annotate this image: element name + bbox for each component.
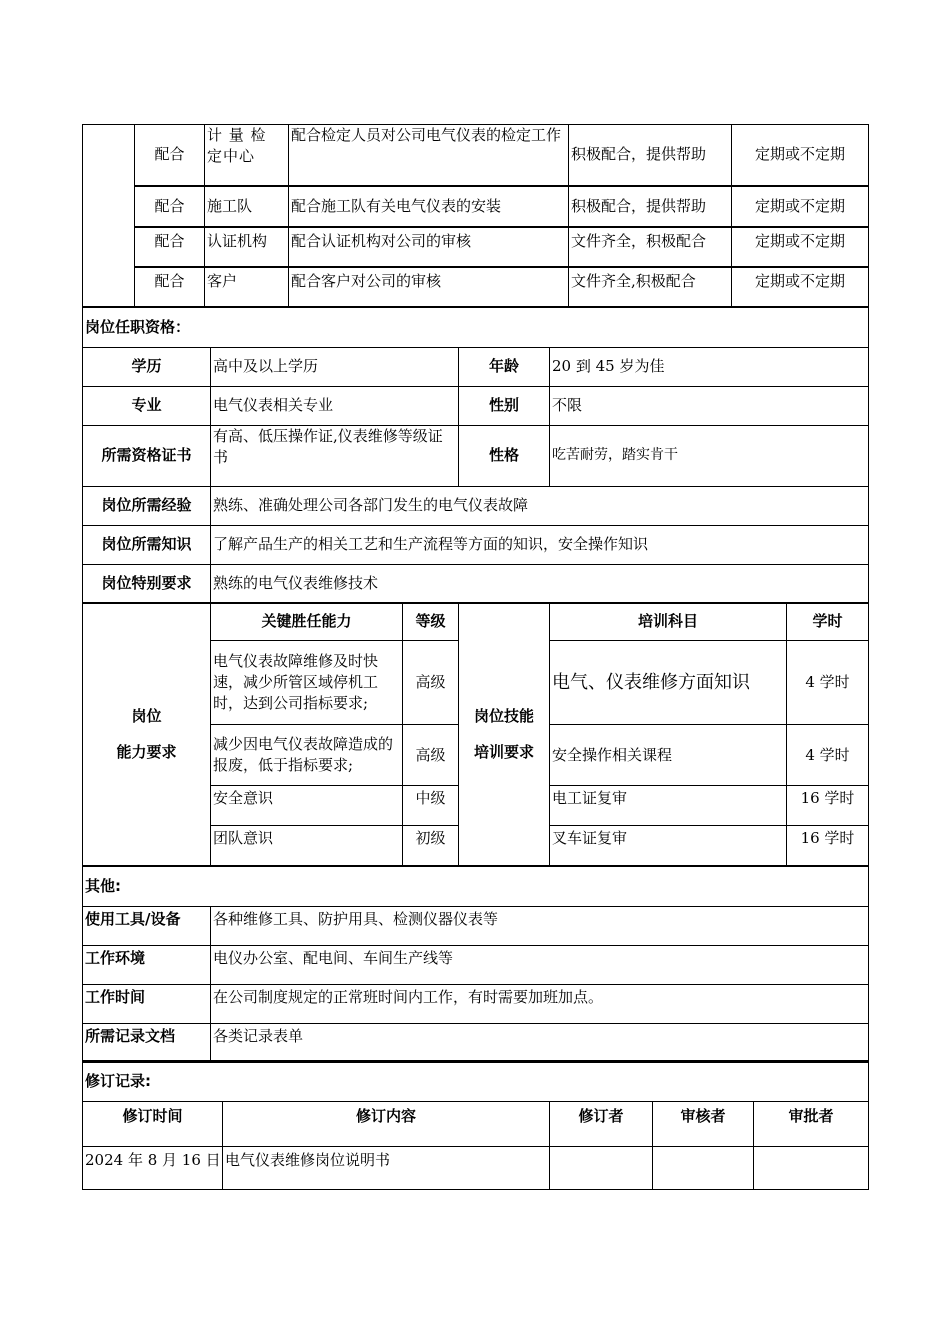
training-subject: 电工证复审 xyxy=(550,786,787,826)
training-label-line2: 培训要求 xyxy=(473,743,534,761)
other-row xyxy=(83,945,869,984)
age-label: 年龄 xyxy=(459,347,550,386)
training-hours: 16 学时 xyxy=(787,826,869,866)
cooperation-row xyxy=(83,267,869,308)
coop-party: 客户 xyxy=(205,267,289,308)
revision-content: 电气仪表维修岗位说明书 xyxy=(223,1146,550,1189)
cert-label: 所需资格证书 xyxy=(83,425,211,486)
coop-type: 配合 xyxy=(135,186,205,227)
ability-level: 中级 xyxy=(403,786,459,826)
personality-label: 性格 xyxy=(459,425,550,486)
coop-requirement: 文件齐全,积极配合 xyxy=(569,267,732,308)
education-label: 学历 xyxy=(83,347,211,386)
other-table xyxy=(82,865,869,1063)
revision-row xyxy=(83,1146,869,1189)
ability-item: 团队意识 xyxy=(211,826,403,866)
time-value: 在公司制度规定的正常班时间内工作，有时需要加班加点。 xyxy=(211,984,869,1023)
ability-label-line2: 能力要求 xyxy=(116,743,177,761)
revision-reviser xyxy=(550,1146,653,1189)
ability-level: 初级 xyxy=(403,826,459,866)
time-label: 工作时间 xyxy=(83,984,211,1023)
coop-type: 配合 xyxy=(135,125,205,186)
coop-content: 配合检定人员对公司电气仪表的检定工作 xyxy=(289,125,569,186)
gender-label: 性别 xyxy=(459,386,550,425)
other-header-row xyxy=(83,866,869,906)
ability-label xyxy=(83,603,211,866)
coop-requirement: 文件齐全，积极配合 xyxy=(569,227,732,267)
cooperation-table xyxy=(82,124,869,308)
education-value: 高中及以上学历 xyxy=(211,347,459,386)
section-title-revision: 修订记录: xyxy=(83,1061,869,1101)
coop-content: 配合认证机构对公司的审核 xyxy=(289,227,569,267)
special-value: 熟练的电气仪表维修技术 xyxy=(211,564,869,603)
training-subject: 电气、仪表维修方面知识 xyxy=(550,641,787,725)
approver-header: 审批者 xyxy=(754,1101,869,1146)
subject-col-header: 培训科目 xyxy=(550,603,787,641)
revision-content-header: 修订内容 xyxy=(223,1101,550,1146)
ability-label-line1: 岗位 xyxy=(131,707,162,725)
training-hours: 16 学时 xyxy=(787,786,869,826)
coop-requirement: 积极配合，提供帮助 xyxy=(569,186,732,227)
revision-header-row xyxy=(83,1061,869,1101)
coop-frequency: 定期或不定期 xyxy=(732,267,869,308)
ability-training-table xyxy=(82,602,869,866)
revision-time-header: 修订时间 xyxy=(83,1101,223,1146)
major-value: 电气仪表相关专业 xyxy=(211,386,459,425)
ability-item: 减少因电气仪表故障造成的报废，低于指标要求; xyxy=(211,725,403,786)
reviewer-header: 审核者 xyxy=(653,1101,754,1146)
ability-level: 高级 xyxy=(403,641,459,725)
knowledge-label: 岗位所需知识 xyxy=(83,525,211,564)
major-label: 专业 xyxy=(83,386,211,425)
coop-party: 施工队 xyxy=(205,186,289,227)
coop-frequency: 定期或不定期 xyxy=(732,186,869,227)
revision-approver xyxy=(754,1146,869,1189)
coop-frequency: 定期或不定期 xyxy=(732,227,869,267)
ability-item: 安全意识 xyxy=(211,786,403,826)
experience-value: 熟练、准确处理公司各部门发生的电气仪表故障 xyxy=(211,486,869,525)
coop-content: 配合施工队有关电气仪表的安装 xyxy=(289,186,569,227)
level-col-header: 等级 xyxy=(403,603,459,641)
coop-frequency: 定期或不定期 xyxy=(732,125,869,186)
coop-party: 认证机构 xyxy=(205,227,289,267)
coop-party: 计 量 检 定中心 xyxy=(205,125,289,186)
docs-value: 各类记录表单 xyxy=(211,1023,869,1062)
training-hours: 4 学时 xyxy=(787,641,869,725)
qualification-row xyxy=(83,486,869,525)
docs-label: 所需记录文档 xyxy=(83,1023,211,1062)
hours-col-header: 学时 xyxy=(787,603,869,641)
revision-reviewer xyxy=(653,1146,754,1189)
personality-value: 吃苦耐劳，踏实肯干 xyxy=(550,425,869,486)
ability-item: 电气仪表故障维修及时快速，减少所管区域停机工时，达到公司指标要求; xyxy=(211,641,403,725)
reviser-header: 修订者 xyxy=(550,1101,653,1146)
training-subject: 叉车证复审 xyxy=(550,826,787,866)
cooperation-row xyxy=(83,125,869,186)
cooperation-row xyxy=(83,227,869,267)
knowledge-value: 了解产品生产的相关工艺和生产流程等方面的知识，安全操作知识 xyxy=(211,525,869,564)
training-hours: 4 学时 xyxy=(787,725,869,786)
experience-label: 岗位所需经验 xyxy=(83,486,211,525)
coop-requirement: 积极配合，提供帮助 xyxy=(569,125,732,186)
age-value: 20 到 45 岁为佳 xyxy=(550,347,869,386)
section-title-other: 其他: xyxy=(83,866,869,906)
qualification-row xyxy=(83,564,869,603)
cert-value: 有高、低压操作证,仪表维修等级证书 xyxy=(211,425,459,486)
revision-columns-row xyxy=(83,1101,869,1146)
qualification-row xyxy=(83,525,869,564)
env-label: 工作环境 xyxy=(83,945,211,984)
coop-type: 配合 xyxy=(135,267,205,308)
qualification-header-row xyxy=(83,307,869,347)
revision-time: 2024 年 8 月 16 日 xyxy=(83,1146,223,1189)
cooperation-left-spacer xyxy=(83,125,135,308)
cooperation-row xyxy=(83,186,869,227)
special-label: 岗位特别要求 xyxy=(83,564,211,603)
revision-table xyxy=(82,1060,869,1190)
ability-header-row xyxy=(83,603,869,641)
ability-col-header: 关键胜任能力 xyxy=(211,603,403,641)
section-title-qualification: 岗位任职资格： xyxy=(83,307,869,347)
qualification-row xyxy=(83,347,869,386)
training-label xyxy=(459,603,550,866)
tools-label: 使用工具/设备 xyxy=(83,906,211,945)
training-subject: 安全操作相关课程 xyxy=(550,725,787,786)
training-label-line1: 岗位技能 xyxy=(473,707,534,725)
tools-value: 各种维修工具、防护用具、检测仪器仪表等 xyxy=(211,906,869,945)
coop-type: 配合 xyxy=(135,227,205,267)
env-value: 电仪办公室、配电间、车间生产线等 xyxy=(211,945,869,984)
qualification-table xyxy=(82,306,869,604)
qualification-row xyxy=(83,425,869,486)
other-row xyxy=(83,1023,869,1062)
coop-content: 配合客户对公司的审核 xyxy=(289,267,569,308)
gender-value: 不限 xyxy=(550,386,869,425)
other-row xyxy=(83,984,869,1023)
qualification-row xyxy=(83,386,869,425)
ability-level: 高级 xyxy=(403,725,459,786)
other-row xyxy=(83,906,869,945)
